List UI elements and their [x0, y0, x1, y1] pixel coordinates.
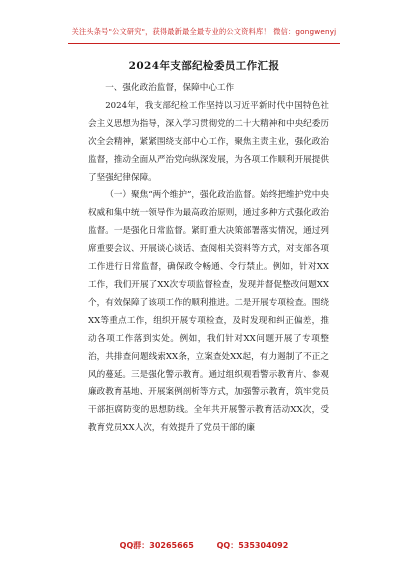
paragraph-intro: 2024年，我支部纪检工作坚持以习近平新时代中国特色社会主义思想为指导，深入学习贯彻党的二十大精神和中央纪委历次全会精神，紧紧围绕支部中心工作，聚焦主责主业，强化政治监督，推动全面从严治党向纵深发展，为各项工作顺利开展提供了坚强纪律保障。 — [88, 100, 329, 183]
footer-contact — [0, 540, 408, 551]
footer-qq-group: QQ群：30265665 — [119, 541, 194, 550]
header-promo-note: 关注头条号"公文研究"，获得最新最全最专业的公文资料库！ 微信：gongwenyj — [71, 27, 337, 36]
paragraph-political-supervision: （一）聚焦“两个维护”，强化政治监督。始终把维护党中央权威和集中统一领导作为最高政治原则，通过多种方式强化政治监督。一是强化日常监督。紧盯重大决策部署落实情况，通过列席重要会议、开展谈心谈话、查阅相关资料等方式，对支部各项工作进行日常监督，确保政令畅通、令行禁止。例如，针对XX工作，我们开展了XX次专项监督检查，发现并督促整改问题XX个，有效保障了该项工作的顺利推进。二是开展专项检查。围绕XX等重点工作，组织开展专项检查，及时发现和纠正偏差，推动各项工作落到实处。例如，我们针对XX问题开展了专项整治，共排查问题线索XX条，立案查处XX起，有力遏制了不正之风的蔓延。三是强化警示教育。通过组织观看警示教育片、参观廉政教育基地、开展案例剖析等方式，加强警示教育，筑牢党员干部拒腐防变的思想防线。全年共开展警示教育活动XX次，受教育党员XX人次，有效提升了党员干部的廉 — [88, 190, 329, 434]
section-heading: 一、强化政治监督，保障中心工作 — [105, 83, 235, 93]
document-body — [88, 80, 329, 438]
footer-qq: QQ：535304092 — [216, 541, 289, 550]
header-divider — [68, 43, 340, 44]
document-title: 2024年支部纪检委员工作汇报 — [128, 60, 280, 72]
